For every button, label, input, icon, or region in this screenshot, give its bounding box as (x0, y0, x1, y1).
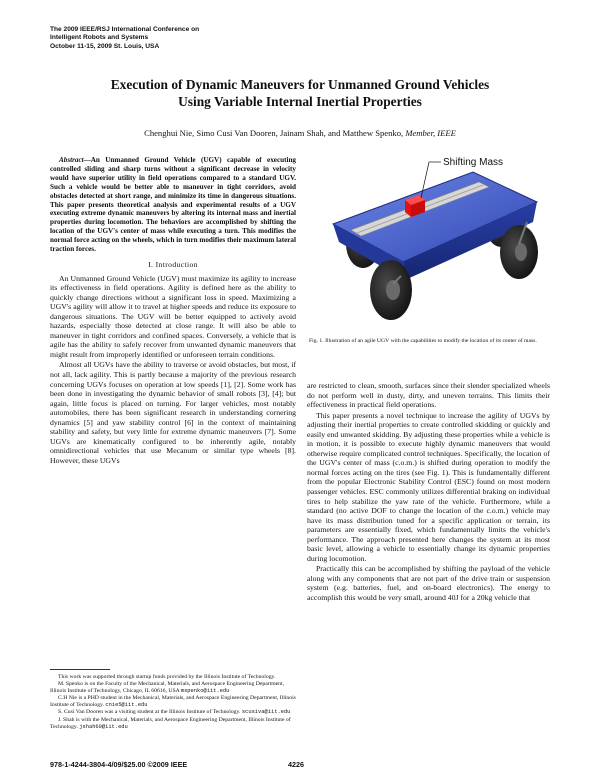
title-line-2: Using Variable Internal Inertial Properties (178, 94, 422, 109)
author-membership: Member, IEEE (405, 128, 456, 138)
right-paragraph-2: This paper presents a novel technique to increase the agility of UGVs by adjusting their inertial properties to create controlled skidding or quickly and easily end unwanted skidding. By adjusting these properties while a vehicle is in motion, it is possible to execute highly dynamic maneuvers that would otherwise require complicated control techniques. Specifically, the location of the UGV's center of mass (c.o.m.) is shifted during operation to modify the normal forces acting on the tires (see Fig. 1). This is fundamentally different from the popular Electronic Stability Control (ESC) found on most modern passenger vehicles. ESC commonly utilizes differential braking on individual tires to help stabilize the yaw rate of the vehicle. Furthermore, while a standard (no active DOF to change the location of the c.o.m.) vehicle may have its mass distribution tuned for a specific application or terrain, its parameters are essentially fixed, which fundamentally limits the vehicle's performance. The approach presented here changes the system at its most basic level, allowing a vehicle to essentially change its dynamic properties during locomotion. (307, 410, 550, 563)
conference-header (50, 26, 199, 51)
conference-line-3: October 11-15, 2009 St. Louis, USA (50, 42, 160, 50)
footnote-rule (50, 669, 110, 670)
figure-ugv-illustration (305, 152, 552, 330)
email-cusi: scusiva@iit.edu (241, 709, 291, 716)
footnote-shah (50, 717, 296, 731)
title-line-1: Execution of Dynamic Maneuvers for Unmanned Ground Vehicles (110, 77, 490, 92)
wheel-front-right-hub (515, 243, 527, 261)
page-footer (50, 760, 550, 769)
footnote-nie (50, 695, 296, 709)
footnote-cusi (50, 709, 296, 716)
figure-caption: Fig. 1. Illustration of an agile UGV with the capabilities to modify the location of its center of mass. (309, 338, 537, 344)
footnote-spenko-text: M. Spenko is on the Faculty of the Mechanical, Materials, and Aerospace Engineering Department, Illinois Institute of Technology, Chicago, IL 60616, USA (50, 681, 285, 695)
conference-line-1: The 2009 IEEE/RSJ International Conference on (50, 26, 200, 33)
paper-title (40, 76, 560, 110)
abstract-lead: Abstract (59, 156, 84, 164)
intro-paragraph-1: An Unmanned Ground Vehicle (UGV) must maximize its agility to increase its effectiveness in field operations. Agility is defined here as the ability to quickly change directions without a significant loss in speed. Maximizing a UGV's agility will allow it to travel at higher speeds and reduce its exposure to dangerous situations. The UGV will be better equipped to actively avoid hazards, especially those detected at close range. It will also be able to maneuver in tight corridors and confined spaces. Conversely, a vehicle that is agile has the ability to safely recover from unwanted dynamic maneuvers that might result from improperly identified or unforeseen terrain conditions. (50, 273, 296, 359)
footnote-nie-text: C.H Nie is a PHD student in the Mechanical, Materials, and Aerospace Engineering Department, Illinois Institute of Technology. (50, 695, 296, 709)
right-column (307, 381, 550, 603)
email-shah: jshah60@iit.edu (79, 723, 128, 730)
email-spenko: mspenko@iit.edu (180, 688, 230, 695)
footnote-spenko (50, 681, 296, 695)
right-paragraph-3: Practically this can be accomplished by shifting the payload of the vehicle along with any components that are not part of the drive train or suspension system (e.g. batteries, fuel, and on-board electronics). The energy to accomplish this would be very small, around 40J for a 20kg vehicle that (307, 564, 550, 603)
footnotes (50, 674, 296, 731)
right-paragraph-1: are restricted to clean, smooth, surfaces since their slender specialized wheels do not perform well in dusty, dirty, and uneven terrains. This limits their effectiveness in practical field operations. (307, 381, 550, 410)
left-column (50, 156, 296, 465)
intro-paragraph-2: Almost all UGVs have the ability to traverse or avoid obstacles, but most, if not all, lack agility. This is partly because a majority of the previous research concerning UGVs focuses on operation at low speeds [1], [2]. Some work has been done in investigating the dynamic behavior of small robots [3], [4]; but again, little focus is placed on turning. For larger vehicles, most notably automobiles, there has been significant research in understanding cornering dynamics [5] and yaw stability control [6] in the context of maintaining stability and safety, but very little for extreme dynamic maneuvers [7]. Some UGVs are kinematically configured to be inherently agile, notably omnidirectional vehicles that use Mecanum or similar type wheels [8]. However, these UGVs (50, 360, 296, 465)
email-nie: cnie5@iit.edu (105, 702, 148, 709)
page-number: 4226 (288, 760, 304, 769)
author-names: Chenghui Nie, Simo Cusi Van Dooren, Jainam Shah, and Matthew Spenko, (144, 128, 404, 138)
footnote-shah-text: J. Shah is with the Mechanical, Materials, and Aerospace Engineering Department, Illinois Institute of Technology. (50, 716, 291, 730)
footnote-funding: This work was supported through startup funds provided by the Illinois Institute of Technology. (58, 674, 276, 680)
section-heading-introduction: I. Introduction (148, 259, 198, 269)
abstract-text: —An Unmanned Ground Vehicle (UGV) capable of executing controlled sliding and sharp turns without a significant decrease in velocity would have superior utility in field operations compared to a standard UGV. Such a vehicle would be better able to maneuver in tight corridors, avoid obstacles detected at short range, and minimize its time in dangerous situations. This paper presents theoretical analysis and experimental results of a UGV executing extreme dynamic maneuvers by altering its internal mass and inertial properties during locomotion. The behaviors are accomplished by shifting the location of the UGV's center of mass while executing a turn. This modifies the normal force acting on the wheels, which in turn modifies their maximum lateral traction forces. (50, 156, 296, 254)
conference-line-2: Intelligent Robots and Systems (50, 34, 149, 42)
figure-label: Shifting Mass (443, 157, 504, 168)
isbn-copyright: 978-1-4244-3804-4/09/$25.00 ©2009 IEEE (50, 760, 188, 769)
abstract (50, 156, 296, 254)
footnote-cusi-text: S. Cusi Van Dooren was a visiting student at the Illinois Institute of Technology. (58, 709, 241, 716)
author-line (40, 128, 560, 138)
